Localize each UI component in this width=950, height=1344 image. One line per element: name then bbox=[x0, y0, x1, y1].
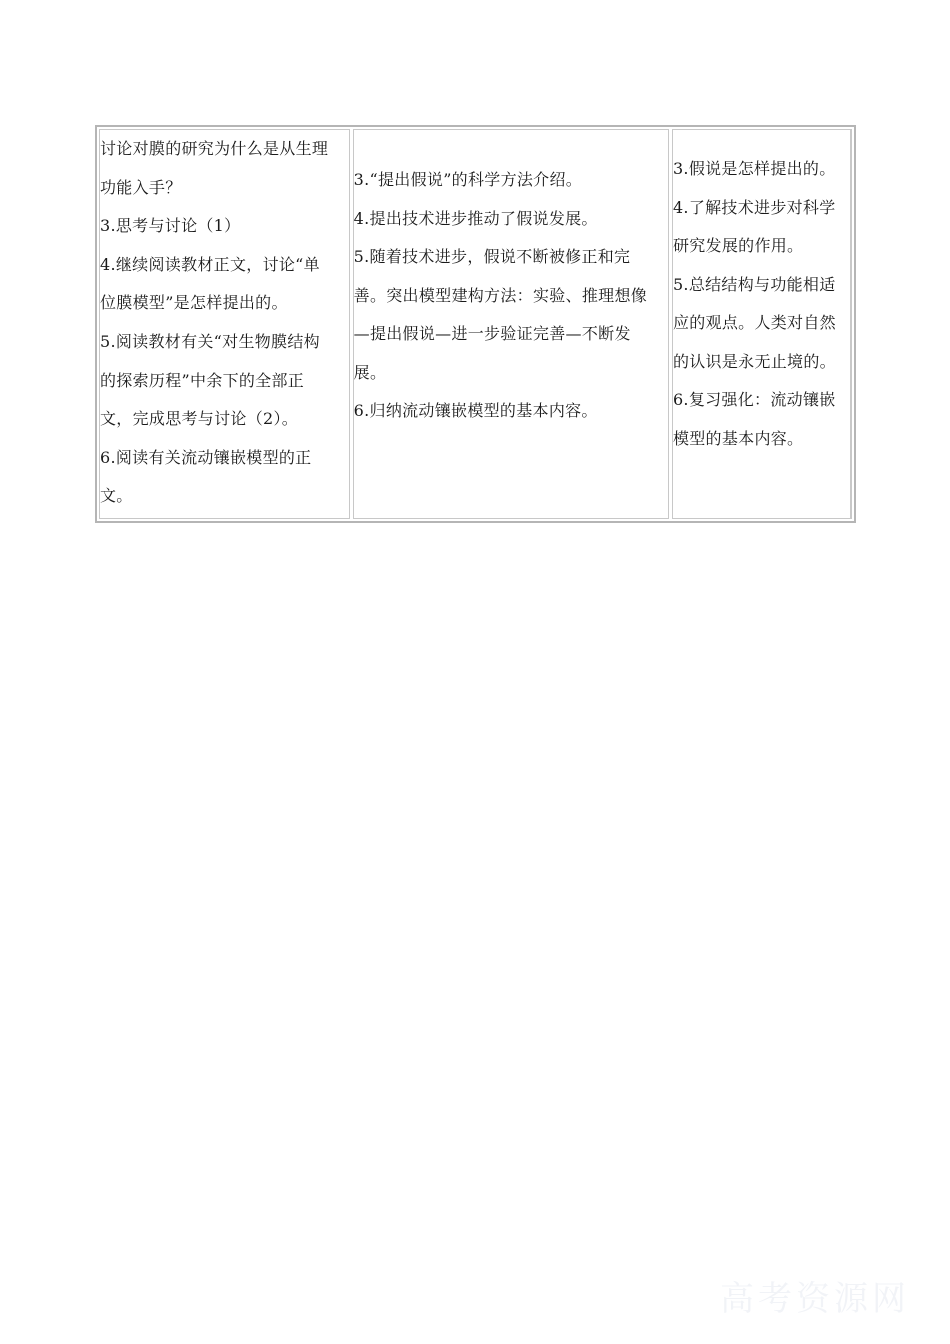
cell-text-line: 3.“提出假说”的科学方法介绍。 bbox=[353, 170, 583, 190]
cell-text-line: 模型的基本内容。 bbox=[672, 428, 804, 448]
table-cell-teaching-points bbox=[353, 129, 669, 519]
cell-text-line: 的认识是永无止境的。 bbox=[672, 351, 836, 371]
cell-text-line: 5.总结结构与功能相适 bbox=[672, 274, 836, 294]
cell-text-line: 文，完成思考与讨论（2）。 bbox=[100, 409, 299, 429]
cell-text-line: 5.阅读教材有关“对生物膜结构 bbox=[100, 331, 320, 351]
cell-text-line: 4.了解技术进步对科学 bbox=[672, 197, 836, 217]
cell-text-line: —提出假说—进一步验证完善—不断发 bbox=[353, 324, 631, 344]
cell-text-line: 6.复习强化：流动镶嵌 bbox=[672, 390, 836, 409]
cell-text-line: 4.提出技术进步推动了假说发展。 bbox=[353, 208, 598, 228]
cell-text-line: 讨论对膜的研究为什么是从生理 bbox=[100, 139, 329, 158]
cell-text-line: 的探索历程”中余下的全部正 bbox=[100, 370, 305, 390]
cell-text-line: 位膜模型”是怎样提出的。 bbox=[100, 293, 288, 313]
lesson-plan-table bbox=[95, 125, 856, 523]
cell-text-line: 4.继续阅读教材正文，讨论“单 bbox=[100, 254, 320, 274]
cell-text-line: 5.随着技术进步，假说不断被修正和完 bbox=[353, 247, 631, 267]
cell-text-line: 功能入手？ bbox=[100, 177, 182, 197]
cell-text-line: 6.归纳流动镶嵌模型的基本内容。 bbox=[353, 401, 598, 421]
cell-text-line: 3.假说是怎样提出的。 bbox=[672, 159, 836, 178]
cell-text-line: 研究发展的作用。 bbox=[672, 236, 804, 255]
cell-text-line: 应的观点。人类对自然 bbox=[672, 313, 836, 332]
cell-text-line: 3.思考与讨论（1） bbox=[100, 216, 241, 236]
cell-text-line: 文。 bbox=[100, 486, 133, 506]
cell-text-line: 善。突出模型建构方法：实验、推理想像 bbox=[353, 285, 648, 305]
cell-text-line: 展。 bbox=[353, 362, 387, 382]
cell-text-line: 6.阅读有关流动镶嵌模型的正 bbox=[100, 447, 312, 467]
table-cell-objectives bbox=[672, 129, 852, 519]
table-cell-student-activities bbox=[99, 129, 350, 519]
watermark: 高考资源网 bbox=[720, 1279, 910, 1319]
